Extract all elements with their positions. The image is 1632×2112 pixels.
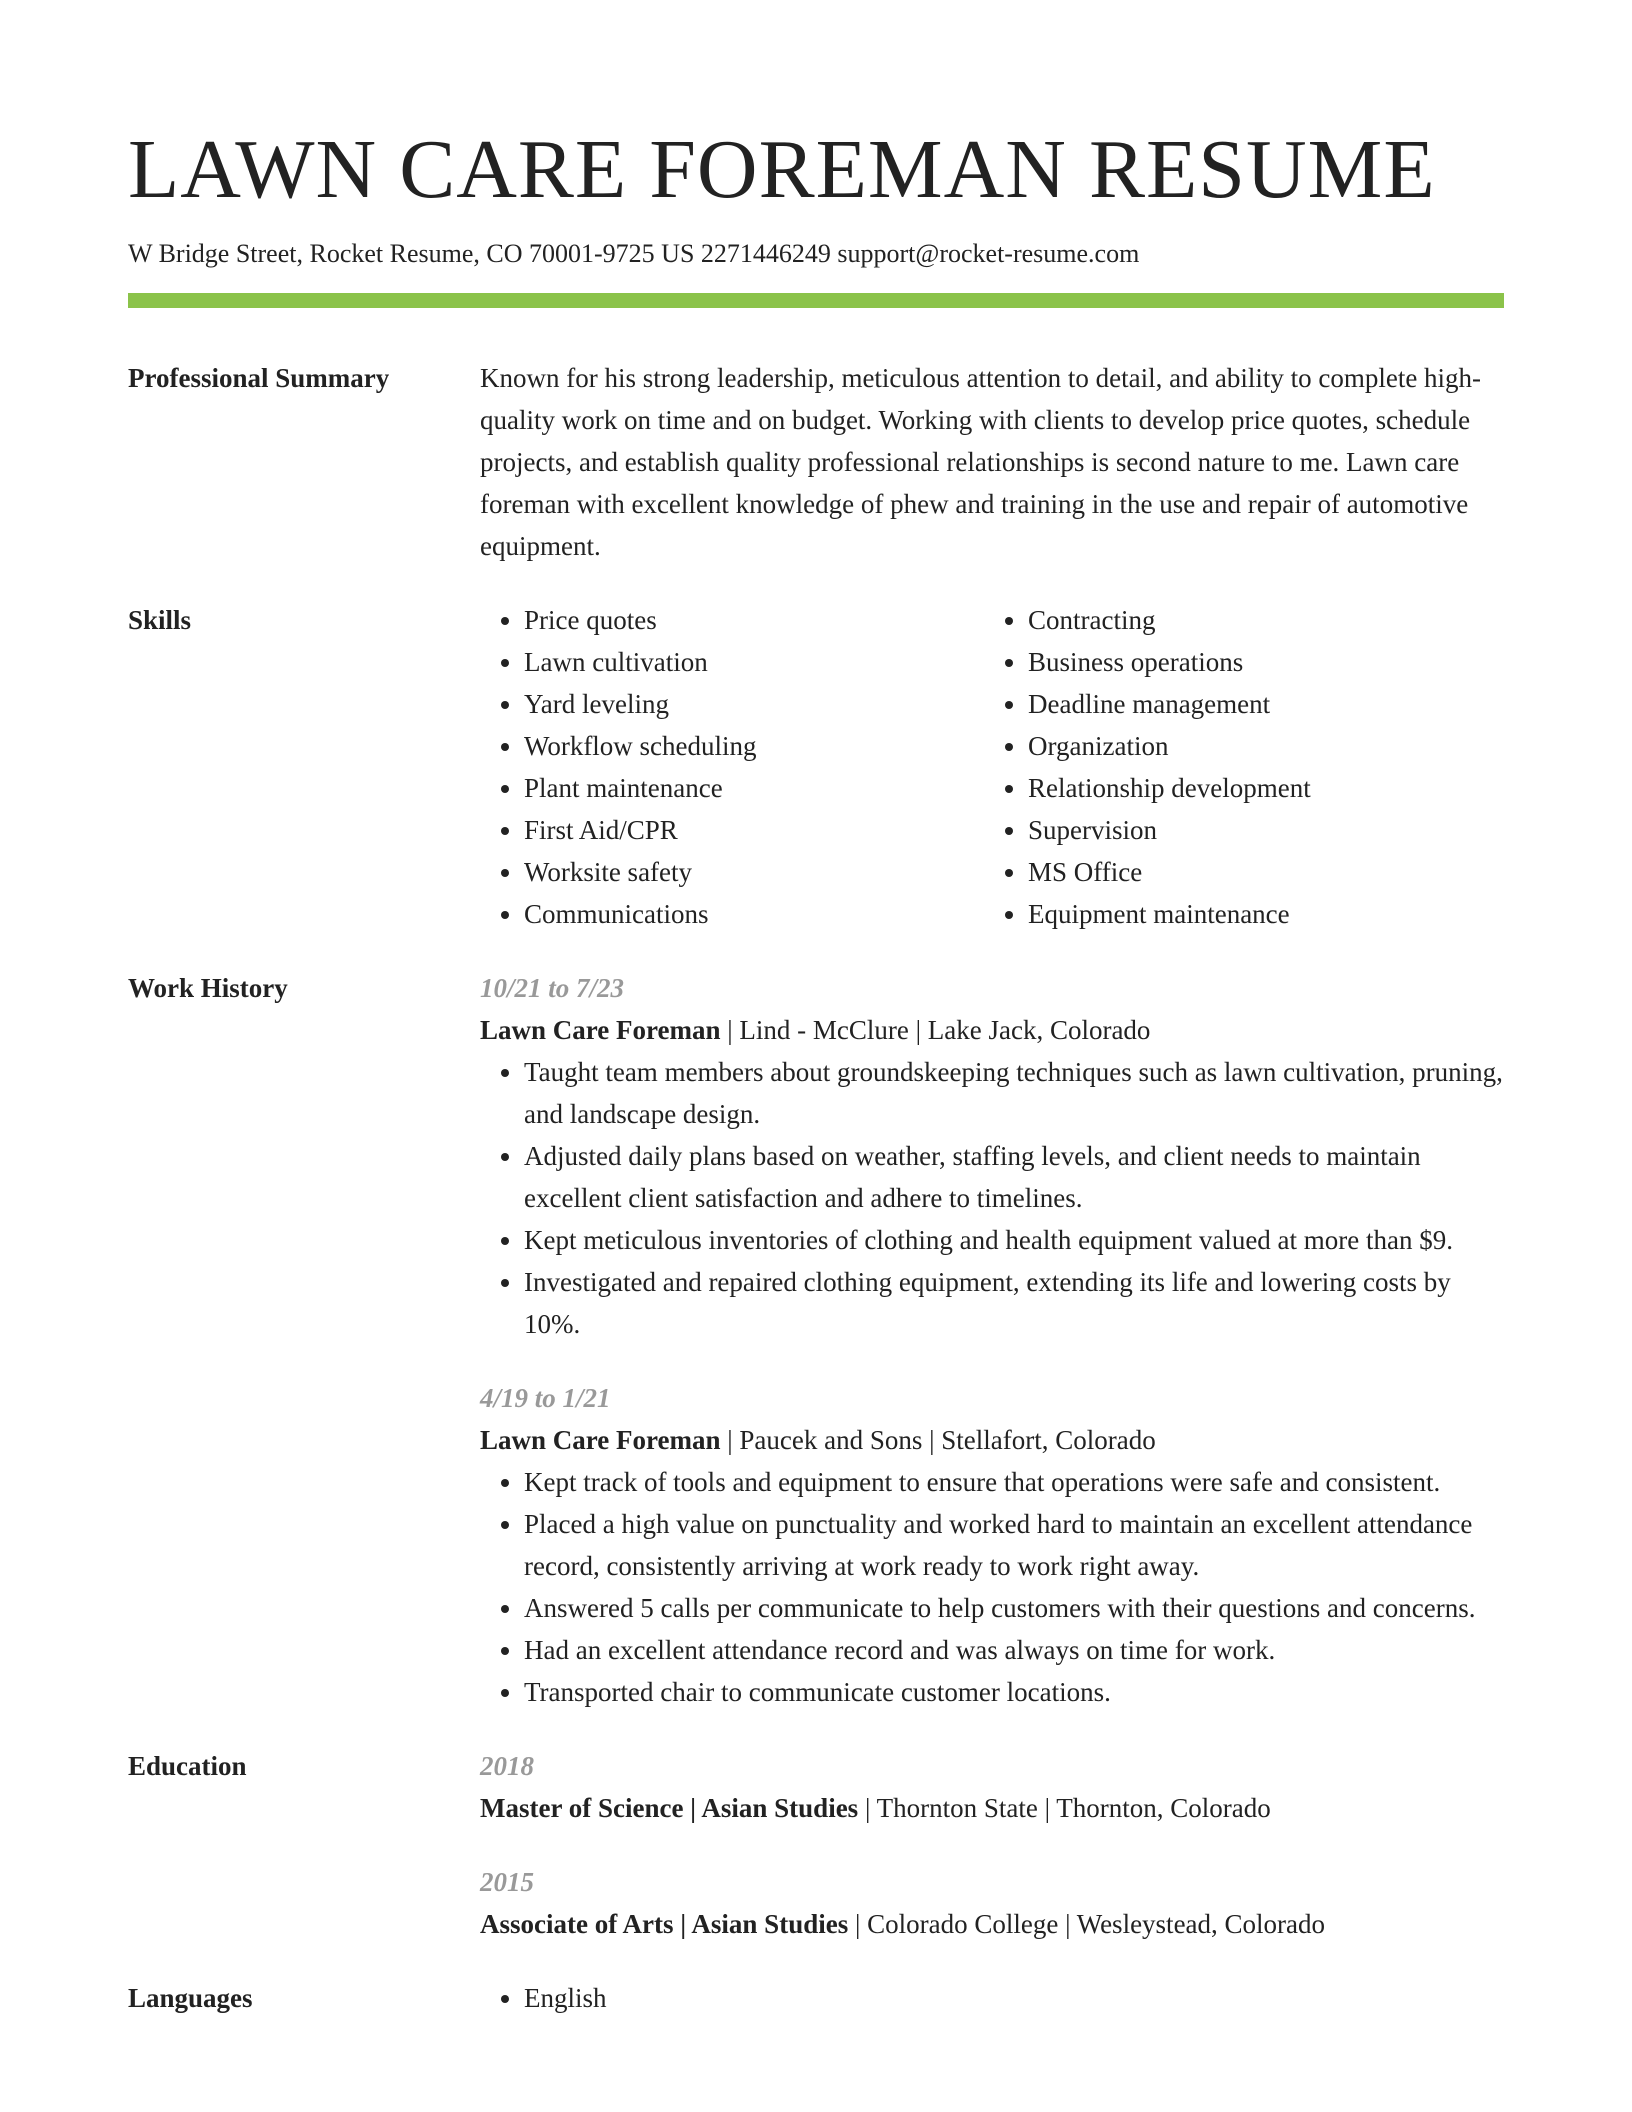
education-year: 2015	[480, 1867, 534, 1898]
header-divider	[128, 293, 1504, 308]
address-text: W Bridge Street, Rocket Resume, CO 70001-9725 US	[128, 239, 695, 268]
job-role-line	[480, 1009, 1504, 1051]
job-title: Lawn Care Foreman	[480, 1425, 721, 1456]
job-bullet: • Adjusted daily plans based on weather, staffing levels, and client needs to maintain excellent client satisfaction and adhere to timelines.	[524, 1135, 1504, 1219]
job-bullet: • Kept track of tools and equipment to ensure that operations were safe and consistent.	[524, 1461, 1504, 1503]
section-heading: Education	[128, 1751, 247, 1782]
section-heading: Skills	[128, 605, 192, 636]
email-text: support@rocket-resume.com	[837, 239, 1140, 268]
degree-title: Master of Science | Asian Studies	[480, 1793, 859, 1824]
job-role-line	[480, 1419, 1504, 1461]
degree-title: Associate of Arts | Asian Studies	[480, 1909, 849, 1940]
job-bullets	[480, 1461, 1504, 1713]
job-bullet: • Placed a high value on punctuality and worked hard to maintain an excellent attendance record, consistently arriving at work ready to work right away.	[524, 1503, 1504, 1587]
education-line	[480, 1787, 1504, 1829]
skill-item: • Workflow scheduling	[524, 725, 984, 767]
job-bullets	[480, 1051, 1504, 1345]
page-title: LAWN CARE FOREMAN RESUME	[128, 123, 1436, 216]
job-details: | Paucek and Sons | Stellafort, Colorado	[720, 1425, 1156, 1456]
job-details: | Lind - McClure | Lake Jack, Colorado	[720, 1015, 1151, 1046]
skill-item: • Supervision	[1028, 809, 1504, 851]
education-line	[480, 1903, 1504, 1945]
section-heading: Professional Summary	[128, 363, 390, 394]
education-entry	[480, 1861, 1504, 1945]
phone-text: 2271446249	[700, 239, 831, 268]
job-bullet: • Taught team members about groundskeeping techniques such as lawn cultivation, pruning, and landscape design.	[524, 1051, 1504, 1135]
job-bullet: • Answered 5 calls per communicate to help customers with their questions and concerns.	[524, 1587, 1504, 1629]
skills-list-right	[984, 599, 1504, 935]
section-heading: Work History	[128, 973, 288, 1004]
contact-line	[128, 238, 1504, 269]
skill-item: • Deadline management	[1028, 683, 1504, 725]
skill-item: • MS Office	[1028, 851, 1504, 893]
language-item: • English	[524, 1977, 1504, 2019]
job-bullet: • Investigated and repaired clothing equipment, extending its life and lowering costs by 10%.	[524, 1261, 1504, 1345]
education-entry	[480, 1745, 1504, 1829]
skill-item: • Relationship development	[1028, 767, 1504, 809]
school-details: | Colorado College | Wesleystead, Colorado	[848, 1909, 1326, 1940]
skills-section	[128, 599, 1504, 935]
skill-item: • First Aid/CPR	[524, 809, 984, 851]
skill-item: • Lawn cultivation	[524, 641, 984, 683]
work-history-section	[128, 967, 1504, 1713]
skill-item: • Contracting	[1028, 599, 1504, 641]
skill-item: • Business operations	[1028, 641, 1504, 683]
languages-list	[480, 1977, 1504, 2019]
school-details: | Thornton State | Thornton, Colorado	[858, 1793, 1271, 1824]
job-entry	[480, 1377, 1504, 1713]
professional-summary-section	[128, 357, 1504, 567]
job-dates: 4/19 to 1/21	[480, 1383, 611, 1414]
skill-item: • Plant maintenance	[524, 767, 984, 809]
job-bullet: • Kept meticulous inventories of clothing and health equipment valued at more than $9.	[524, 1219, 1504, 1261]
skill-item: • Equipment maintenance	[1028, 893, 1504, 935]
skill-item: • Worksite safety	[524, 851, 984, 893]
skill-item: • Communications	[524, 893, 984, 935]
skill-item: • Organization	[1028, 725, 1504, 767]
job-bullet: • Had an excellent attendance record and was always on time for work.	[524, 1629, 1504, 1671]
job-bullet: • Transported chair to communicate customer locations.	[524, 1671, 1504, 1713]
job-title: Lawn Care Foreman	[480, 1015, 721, 1046]
education-year: 2018	[480, 1751, 534, 1782]
section-heading: Languages	[128, 1983, 253, 2014]
skill-item: • Price quotes	[524, 599, 984, 641]
resume-header	[128, 123, 1504, 308]
skills-list-left	[480, 599, 984, 935]
education-section	[128, 1745, 1504, 1945]
job-dates: 10/21 to 7/23	[480, 973, 625, 1004]
languages-section	[128, 1977, 1504, 2019]
skill-item: • Yard leveling	[524, 683, 984, 725]
job-entry	[480, 967, 1504, 1345]
summary-text: Known for his strong leadership, meticulous attention to detail, and ability to complete high-quality work on time and on budget. Working with clients to develop price quotes, schedule projects, and establish quality professional relationships is second nature to me. Lawn care foreman with excellent knowledge of phew and training in the use and repair of automotive equipment.	[480, 363, 1482, 562]
